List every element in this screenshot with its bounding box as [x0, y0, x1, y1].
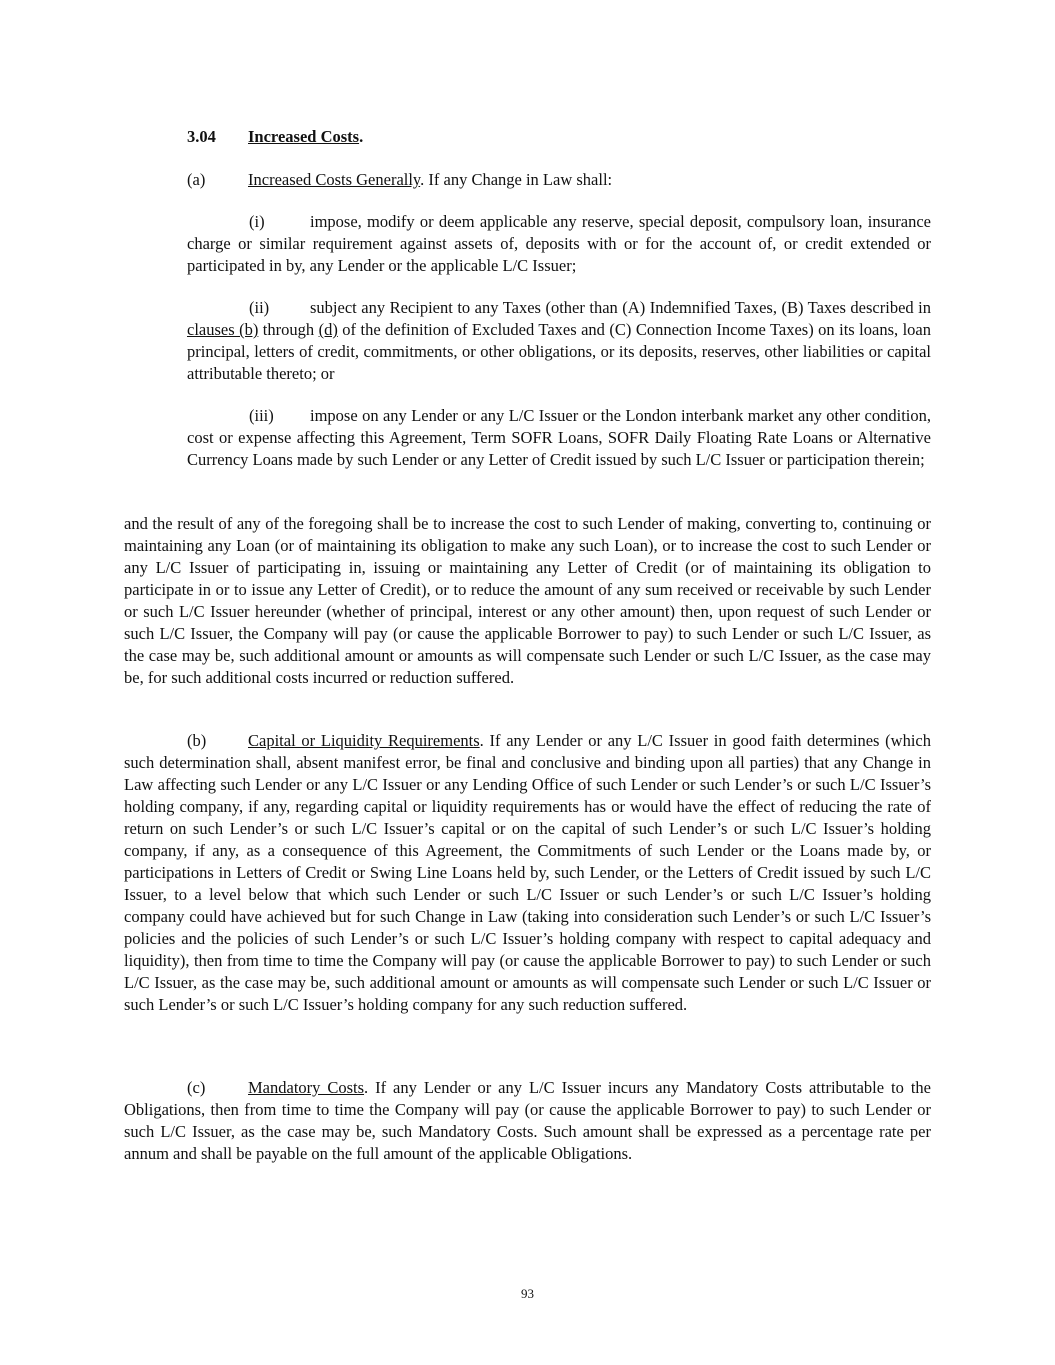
paragraph-a-heading: Increased Costs Generally — [248, 170, 421, 189]
clauses-b-reference: clauses (b) — [187, 320, 259, 339]
item-ii-text-3: of the definition of Excluded Taxes and (C) Connection Income Taxes) on its loans, loan principal, letters of credit, commitments, or other obligations, or its deposits, reserves, other liabilities or capital attributable thereto; or — [187, 320, 931, 383]
item-ii-text-1: subject any Recipient to any Taxes (other than (A) Indemnified Taxes, (B) Taxes described in — [310, 298, 931, 317]
paragraph-a — [187, 169, 931, 191]
section-heading — [187, 126, 363, 148]
item-ii — [187, 297, 931, 385]
item-ii-label: (ii) — [249, 298, 270, 317]
section-number: 3.04 — [187, 127, 216, 146]
paragraph-c-heading: Mandatory Costs — [248, 1078, 365, 1097]
result-paragraph: and the result of any of the foregoing shall be to increase the cost to such Lender of making, converting to, continuing or maintaining any Loan (or of maintaining its obligation to make any such Loan), or to increase the cost to such Lender or any L/C Issuer of participating in, issuing or maintaining any Letter of Credit (or of maintaining its obligation to participate in or to issue any Letter of Credit), or to reduce the amount of any sum received or receivable by such Lender or such L/C Issuer hereunder (whether of principal, interest or any other amount) then, upon request of such Lender or such L/C Issuer, the Company will pay (or cause the applicable Borrower to pay) to such Lender or such L/C Issuer, as the case may be, such additional amount or amounts as will compensate such Lender or such L/C Issuer, as the case may be, for such additional costs incurred or reduction suffered. — [124, 514, 931, 687]
page-number: 93 — [521, 1286, 534, 1301]
paragraph-c — [124, 1077, 931, 1165]
section-title: Increased Costs — [248, 127, 360, 146]
item-ii-text-2: through — [258, 320, 319, 339]
clause-d-reference: (d) — [318, 320, 338, 339]
item-i-text: impose, modify or deem applicable any reserve, special deposit, compulsory loan, insurance charge or similar requirement against assets of, deposits with or for the account of, or credit extended or participated in by, any Lender or the applicable L/C Issuer; — [187, 212, 931, 275]
item-iii — [187, 405, 931, 471]
paragraph-a-label: (a) — [187, 170, 206, 189]
item-iii-label: (iii) — [249, 406, 274, 425]
paragraph-a-text: . If any Change in Law shall: — [420, 170, 613, 189]
paragraph-b-text: . If any Lender or any L/C Issuer in good faith determines (which such determination shall, absent manifest error, be final and conclusive and binding upon all parties) that any Change in Law affecting such Lender or any L/C Issuer or any Lending Office of such Lender or such Lender’s or such L/C Issuer’s holding company, if any, regarding capital or liquidity requirements has or would have the effect of reducing the rate of return on such Lender’s or such L/C Issuer’s capital or on the capital of such Lender’s or such L/C Issuer’s holding company, if any, as a consequence of this Agreement, the Commitments of such Lender or the Loans made by, or participations in Letters of Credit or Swing Line Loans held by, such Lender, or the Letters of Credit issued by such L/C Issuer, to a level below that which such Lender or such L/C Issuer or such Lender’s or such L/C Issuer’s holding company could have achieved but for such Change in Law (taking into consideration such Lender’s or such L/C Issuer’s policies and the policies of such Lender’s or such L/C Issuer’s holding company with respect to capital adequacy and liquidity), then from time to time the Company will pay (or cause the applicable Borrower to pay) to such Lender or such L/C Issuer, as the case may be, such additional amount or amounts as will compensate such Lender or such L/C Issuer or such Lender’s or such L/C Issuer’s holding company for any such reduction suffered. — [124, 731, 931, 1014]
paragraph-c-label: (c) — [187, 1078, 206, 1097]
item-iii-text: impose on any Lender or any L/C Issuer or the London interbank market any other condition, cost or expense affecting this Agreement, Term SOFR Loans, SOFR Daily Floating Rate Loans or Alternative Currency Loans made by such Lender or any Letter of Credit issued by such L/C Issuer or participation therein; — [187, 406, 931, 469]
item-i — [187, 211, 931, 277]
item-i-label: (i) — [249, 212, 265, 231]
section-title-suffix: . — [359, 127, 364, 146]
paragraph-b — [124, 730, 931, 1016]
paragraph-c-text: . If any Lender or any L/C Issuer incurs any Mandatory Costs attributable to the Obligations, then from time to time the Company will pay (or cause the applicable Borrower to pay) to such Lender or such L/C Issuer, as the case may be, such Mandatory Costs. Such amount shall be expressed as a percentage rate per annum and shall be payable on the full amount of the applicable Obligations. — [124, 1078, 931, 1163]
paragraph-b-label: (b) — [187, 731, 207, 750]
paragraph-b-heading: Capital or Liquidity Requirements — [248, 731, 480, 750]
